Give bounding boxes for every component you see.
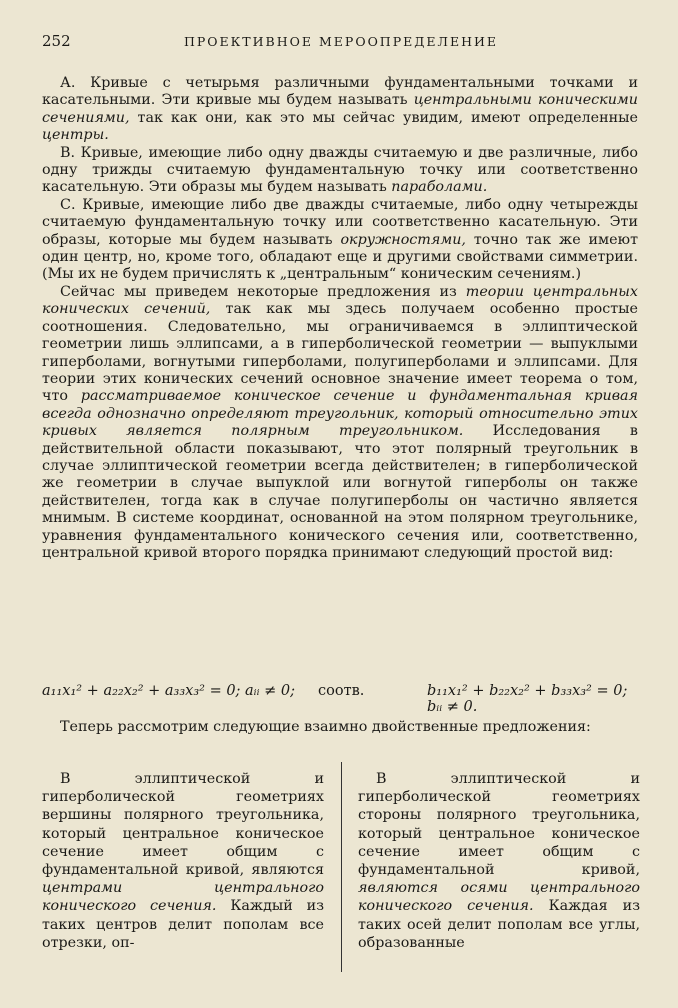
column-divider: [341, 762, 342, 972]
text-span: Каждый из таких центров делит пополам все отрезки, оп-: [42, 898, 324, 951]
page-number: 252: [42, 32, 71, 50]
italic-term: являются осями центрального конического сечения.: [358, 880, 640, 915]
right-column: [358, 770, 640, 952]
text-span: А. Кривые с четырьмя различными фундаментальными точками и касательными. Эти кривые мы будем называть: [42, 75, 638, 109]
text-span: В эллиптической и гиперболической геометриях вершины полярного треугольника, который центральное коническое сечение имеет общим с фундаментальной кривой, являются: [42, 771, 324, 879]
italic-term: центры.: [42, 127, 109, 144]
formula-connector: соотв.: [318, 683, 365, 699]
text-span: так как мы здесь получаем особенно простые соотношения. Следовательно, мы ограничиваемся в эллиптической геометрии лишь эллипсами, а в гиперболической геометрии — выпуклыми гиперболами, вогнутыми гиперболами, полугиперболами и эллипсами. Для теории этих конических сечений основное значение имеет теорема о том, что: [42, 301, 638, 405]
text-span: Каждая из таких осей делит пополам все углы, образованные: [358, 898, 640, 951]
left-paragraph: [42, 770, 324, 952]
page-header: [42, 32, 640, 52]
text-span: Исследования в действительной области показывают, что этот полярный треугольник в случае эллиптической геометрии всегда действителен; в гиперболической же геометрии в случае выпуклой или вогнутой гиперболы он также действителен, тогда как в случае полугиперболы он частично является мнимым. В системе координат, основанной на этом полярном треугольнике, уравнения фундаментального конического сечения или, соответственно, центральной кривой второго порядка принимают следующий простой вид:: [42, 423, 638, 561]
intro-paragraph: Теперь рассмотрим следующие взаимно двойственные предложения:: [60, 719, 591, 735]
text-span: точно так же имеют один центр, но, кроме того, обладают еще и другими свойствами симметрии. (Мы их не будем причислять к „центральным“ коническим сечениям.): [42, 231, 638, 283]
italic-term: параболами.: [391, 179, 488, 196]
italic-term: центрами центрального конического сечения.: [42, 880, 324, 915]
italic-term: теории центральных конических сечений,: [42, 283, 638, 318]
italic-term: центральными коническими сечениями,: [42, 92, 638, 126]
text-span: С. Кривые, имеющие либо две дважды считаемые, либо одну четырежды считаемую фундаментальную точку или соответственно касательную. Эти образы, которые мы будем называть: [42, 196, 638, 248]
formula-fundamental: a₁₁x₁² + a₂₂x₂² + a₃₃x₃² = 0; aᵢᵢ ≠ 0;: [42, 683, 295, 699]
left-column: [42, 770, 324, 952]
formula-central: b₁₁x₁² + b₂₂x₂² + b₃₃x₃² = 0; bᵢᵢ ≠ 0.: [427, 683, 628, 715]
paragraph-c: [42, 197, 638, 284]
italic-term: окружностями,: [340, 231, 466, 248]
text-span: В. Кривые, имеющие либо одну дважды считаемую и две различные, либо одну трижды считаемую фундаментальную точку или соответственно касательную. Эти образы мы будем называть: [42, 144, 638, 196]
italic-theorem: рассматриваемое коническое сечение и фундаментальная кривая всегда однозначно определяют треугольник, который относительно этих кривых является полярным треугольником.: [42, 388, 639, 440]
text-span: Сейчас мы приведем некоторые предложения из: [60, 283, 466, 300]
paragraph-a: [42, 75, 638, 145]
text-span: В эллиптической и гиперболической геометриях стороны полярного треугольника, который центральное коническое сечение имеет общим с фундаментальной кривой,: [358, 771, 640, 879]
right-paragraph: [358, 770, 640, 952]
text-span: так как они, как это мы сейчас увидим, имеют определенные: [129, 109, 638, 126]
main-text: [42, 75, 638, 562]
running-title: ПРОЕКТИВНОЕ МЕРООПРЕДЕЛЕНИЕ: [183, 34, 499, 49]
paragraph-b: [42, 145, 638, 197]
paragraph-d: [42, 284, 638, 563]
dual-intro: [42, 718, 638, 737]
